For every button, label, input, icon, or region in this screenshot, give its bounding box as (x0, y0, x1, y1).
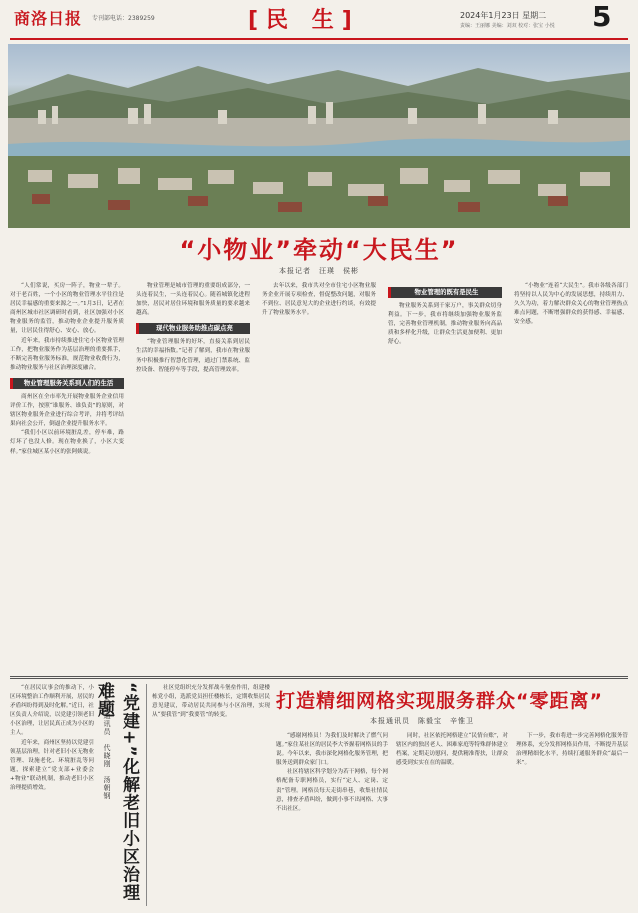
story2-column-2 (152, 684, 270, 908)
paragraph: 近年来，我市持续推进住宅小区物业管理工作，把物业服务作为基层治理的重要抓手，不断完善物业服务标准，规范物业收费行为，推动物业服务与社区治理深度融合。 (10, 337, 124, 371)
issue-date: 2024年1月23日 星期二 (460, 11, 547, 20)
city-aerial-illustration (8, 44, 630, 228)
masthead-rule (10, 38, 628, 40)
section-title: [民 生] (248, 8, 360, 33)
story3-column-2 (396, 732, 508, 908)
story3-column-1 (276, 732, 388, 908)
story1-column-1 (10, 282, 124, 674)
column-divider (146, 684, 147, 906)
paragraph: “感谢网格员！为我们及时解决了燃气问题。”家住某社区的居民李大爷握着网格员的手说。今年以来，我市深化网格化服务管理，把服务送到群众家门口。 (276, 733, 388, 767)
paragraph: “在居民议事会的推动下，小区环境整治工作顺利开展，居民的矛盾纠纷得到及时化解。”近日，社区负责人介绍说，以党建引领老旧小区治理，让居民真正成为小区的主人。 (10, 685, 94, 737)
story1-body (10, 282, 628, 674)
page-number: 5 (592, 0, 612, 33)
subhead: 物业管理服务关系到人们的生活 (10, 378, 124, 389)
story3-column-3 (516, 732, 628, 908)
story1-column-3 (262, 282, 376, 674)
story3-headline: 打造精细网格实现服务群众“零距离” (276, 690, 603, 712)
paragraph: 同时，社区依托网格建立“民情台账”，对辖区内的独居老人、困难家庭等特殊群体建立档案，定期走访慰问，提供精准帮扶，让群众感受到实实在在的温暖。 (396, 733, 508, 767)
paper-logo: 商洛日报 (14, 9, 83, 28)
paragraph: “人们常说，买房一阵子，物业一辈子。对于老百姓，一个小区的物业管理水平往往是居民幸福感的重要来源之一。”1月3日，记者在商州区城市社区调研时看到，社区加强对小区物业服务的监管，推动物业企业提升服务质量，让居民住得舒心、安心、放心。 (10, 283, 124, 335)
paragraph: “物业管理服务的好坏，直接关系到居民生活的幸福指数。”记者了解到，我市在物业服务中积极推行智慧化管理，通过门禁系统、监控设备、智能停车等手段，提高管理效率。 (136, 339, 250, 373)
paragraph: 近年来，商州区坚持以党建引领基层治理，针对老旧小区无物业管理、设施老化、环境脏乱等问题，探索建立“党支部+业委会+物业”联动机制，推动老旧小区治理提质增效。 (10, 739, 94, 792)
main-byline: 本报记者 汪瑛 侯彬 (279, 267, 359, 275)
paragraph: 社区将辖区科学划分为若干网格，每个网格配备专职网格员，实行“定人、定岗、定责”管理。网格员每天走街串巷，收集社情民意，排查矛盾纠纷，做到小事不出网格、大事不出社区。 (276, 769, 388, 812)
main-headline: “小物业”牵动“大民生” (179, 236, 459, 264)
paragraph: 物业服务关系到千家万户，事关群众切身利益。下一步，我市将继续加强物业服务监管，完善物业管理机制，推动物业服务向高品质和多样化升级，让群众生活更加便利、更加舒心。 (388, 303, 502, 346)
subhead: 物业管理的既有是民生 (388, 287, 502, 298)
story3-byline: 本报通讯员 陈毅宝 辛惟卫 (370, 717, 474, 725)
story1-column-5 (514, 282, 628, 674)
paragraph: “我们小区以前环境脏乱差，停车难，路灯坏了也没人修。现在物业换了，小区大变样。”家住城区某小区的张阿姨说。 (10, 430, 124, 455)
story2-byline: 本报通讯员 代晓刚 汤朝钢 (103, 696, 111, 800)
paragraph: 社区党组织充分发挥战斗堡垒作用，组建楼栋党小组，选派党员担任楼栋长，定期收集居民意见建议，带动居民共同参与小区治理，实现从“要我管”到“我要管”的转变。 (152, 685, 270, 719)
story2-column-1 (10, 684, 94, 908)
story2-headline: “党建+”化解老旧小区治理难题 (94, 682, 139, 902)
city-aerial-photo (8, 44, 630, 228)
paragraph: 物业管理是城市管理的重要组成部分，一头连着民生，一头连着民心。随着城镇化进程加快，居民对居住环境和服务质量的要求越来越高。 (136, 283, 250, 317)
paragraph: 去年以来，我市共对全市住宅小区物业服务企业开展专项检查，督促整改问题，对服务不到位、居民意见大的企业进行约谈，有效提升了物业服务水平。 (262, 283, 376, 317)
paragraph: 商州区在全市率先开展物业服务企业信用评价工作，按照“谁服务、谁负责”的原则，对辖区物业服务企业进行综合考评，并将考评结果向社会公开，倒逼企业提升服务水平。 (10, 393, 124, 428)
section-divider (10, 678, 628, 679)
editors-credit: 责编：王丽娜 美编：刘双 校对：张宝 小悦 (460, 23, 555, 29)
story1-column-4 (388, 282, 502, 674)
subhead: 现代物业服务助推点碳点亮 (136, 323, 250, 334)
paragraph: 下一步，我市将进一步完善网格化服务管理体系，充分发挥网格员作用，不断提升基层治理精细化水平，持续打通服务群众“最后一米”。 (516, 733, 628, 767)
hotline: 专刊部电话：2389259 (92, 15, 155, 22)
paragraph: “小物业”连着“大民生”。我市各级各部门将坚持以人民为中心的发展思想，持续用力、久久为功，着力解决群众关心的物业管理热点难点问题，不断增强群众的获得感、幸福感、安全感。 (514, 283, 628, 326)
masthead (0, 0, 638, 38)
section-divider (10, 676, 628, 677)
story1-column-2 (136, 282, 250, 674)
